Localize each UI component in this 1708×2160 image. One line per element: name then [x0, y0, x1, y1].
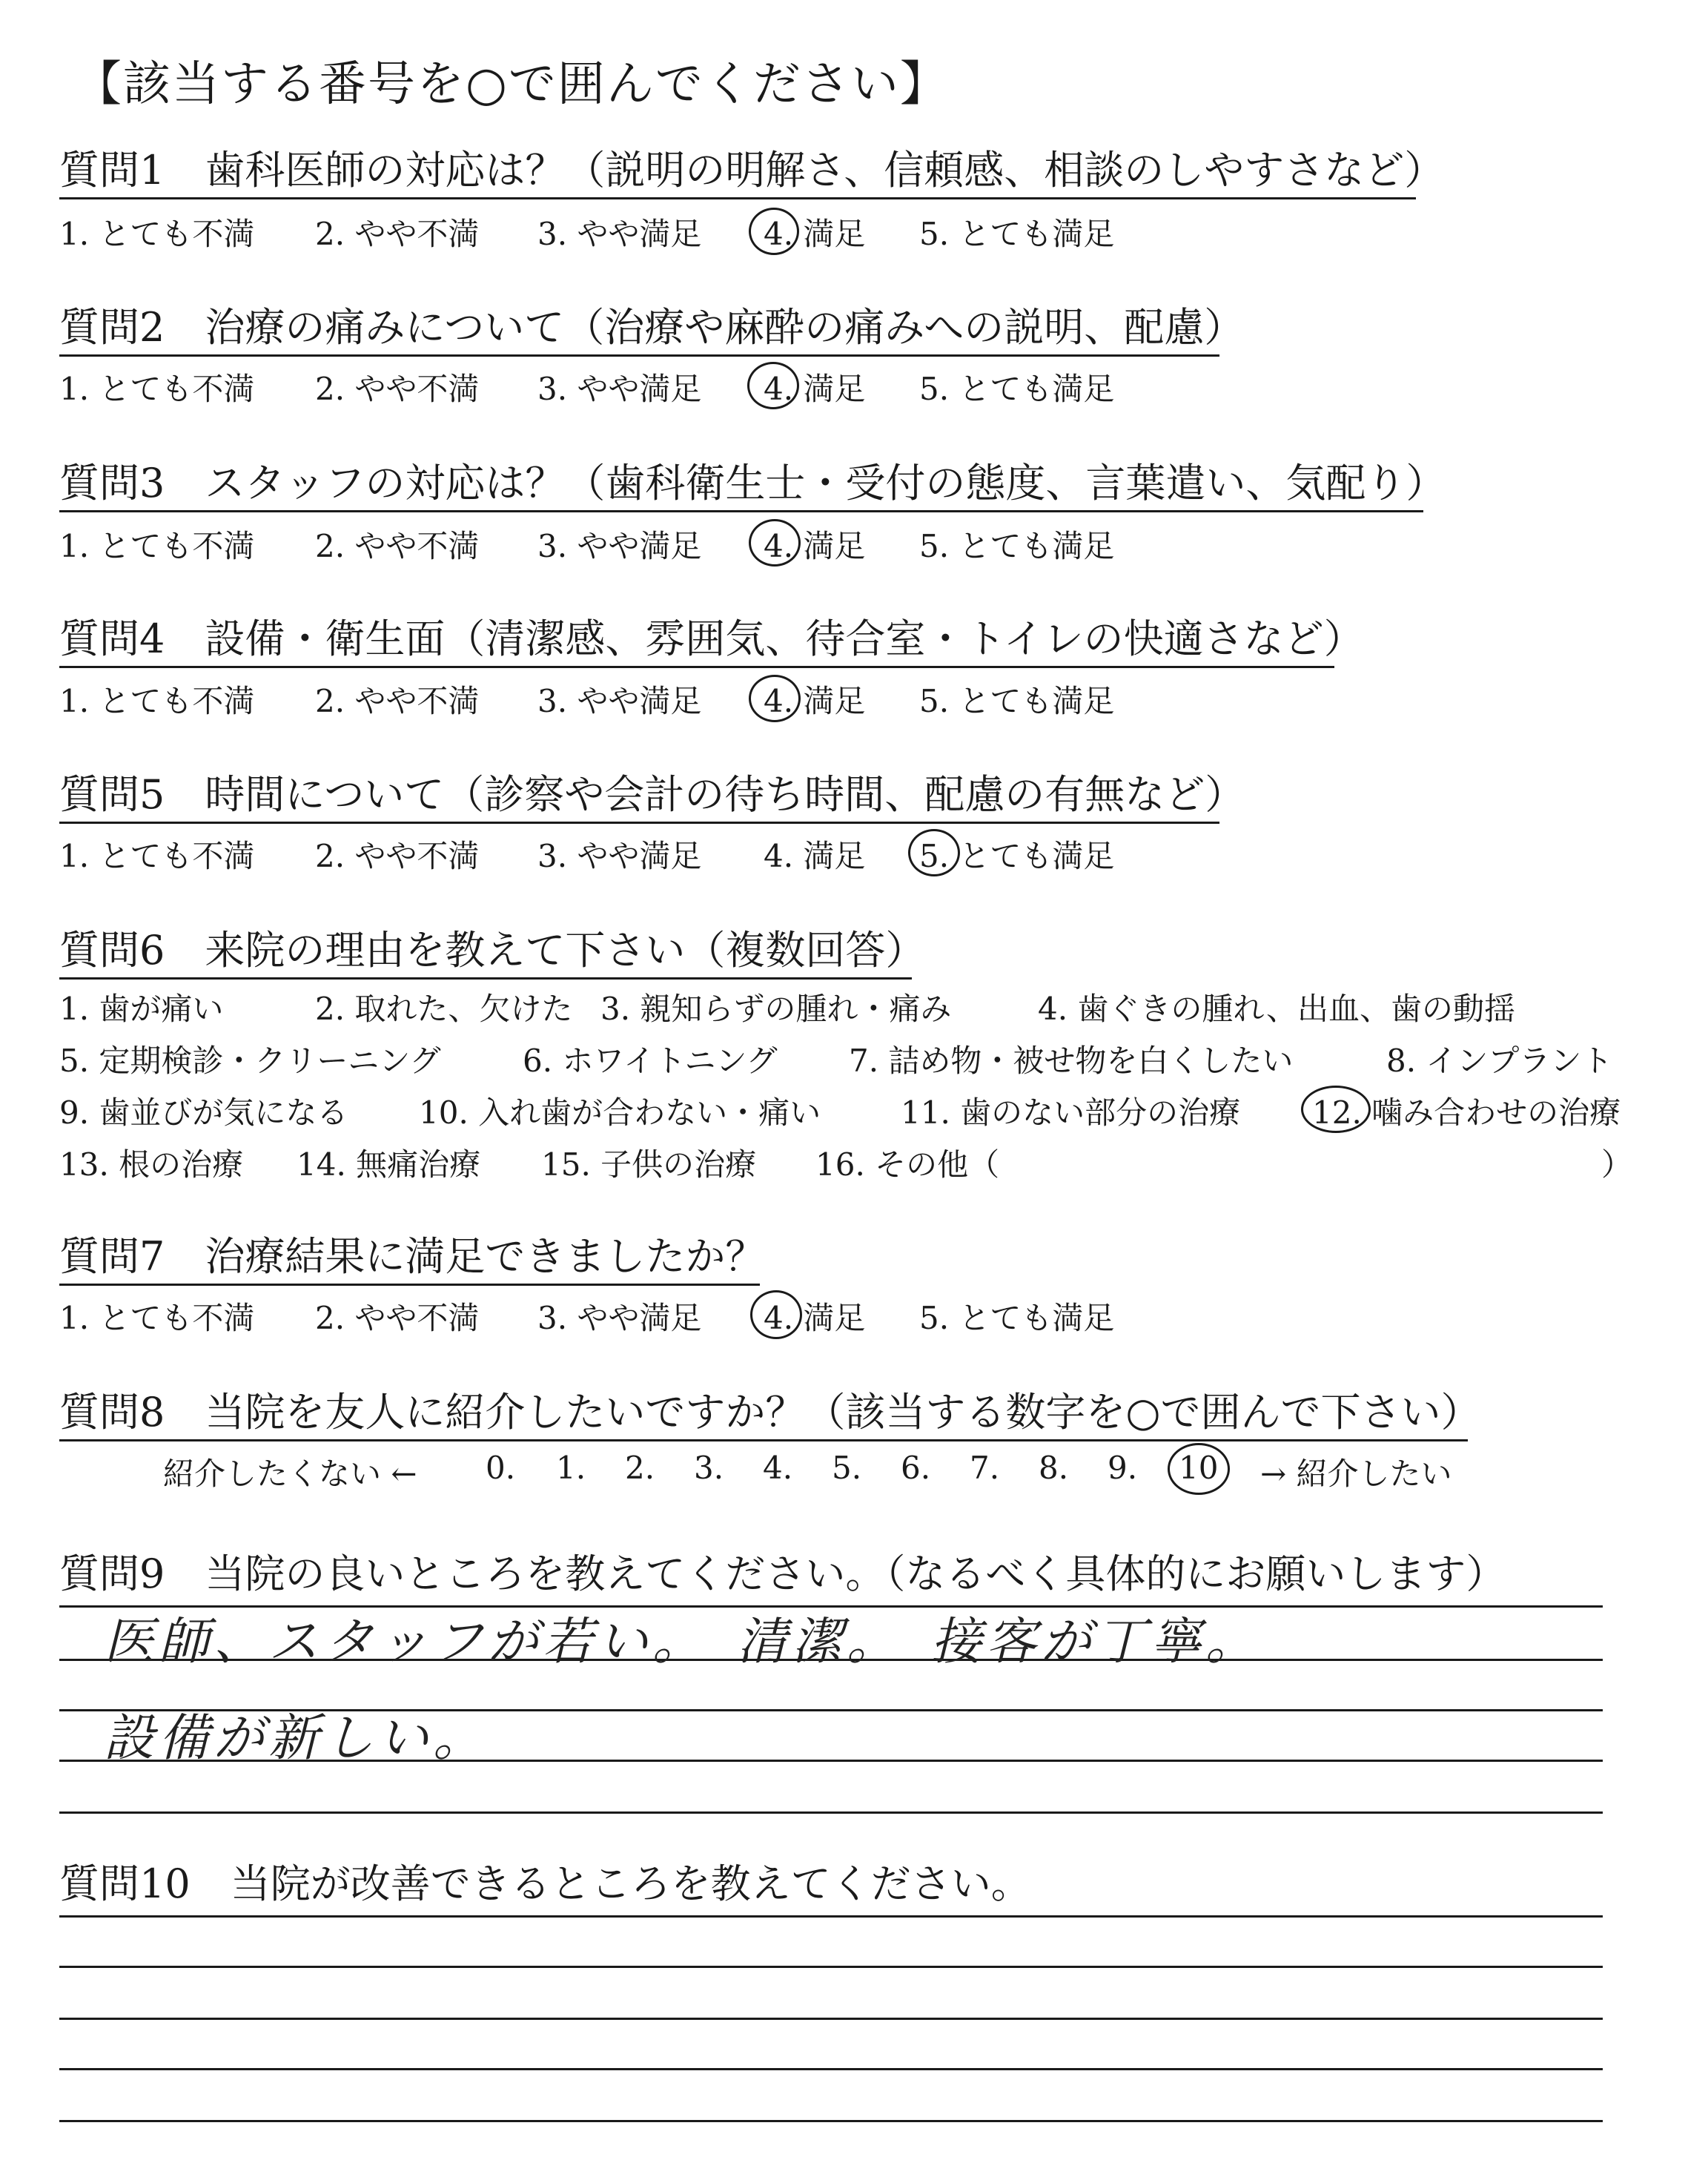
- q7-option-3[interactable]: 3. やや満足: [537, 1300, 702, 1336]
- q6-other-close-paren: ）: [1601, 1146, 1633, 1183]
- q8-selected-circle: [1168, 1443, 1230, 1495]
- q3-option-1[interactable]: 1. とても不満: [59, 528, 255, 564]
- question-2-title: 質問2 治療の痛みについて（治療や麻酔の痛みへの説明、配慮）: [59, 304, 1219, 357]
- question-4-title: 質問4 設備・衛生面（清潔感、雰囲気、待合室・トイレの快適さなど）: [59, 615, 1334, 668]
- q1-option-5[interactable]: 5. とても満足: [919, 216, 1115, 252]
- q6-option-13[interactable]: 13. 根の治療: [59, 1146, 244, 1183]
- q8-right-label: → 紹介したい: [1260, 1456, 1452, 1492]
- q8-left-label: 紹介したくない ←: [163, 1456, 417, 1492]
- q7-selected-circle: [750, 1290, 802, 1339]
- q2-option-2[interactable]: 2. やや不満: [315, 371, 480, 407]
- q6-option-14[interactable]: 14. 無痛治療: [297, 1146, 481, 1183]
- q6-option-4[interactable]: 4. 歯ぐきの腫れ、出血、歯の動揺: [1038, 991, 1515, 1027]
- q8-score-7[interactable]: 7.: [970, 1450, 1000, 1486]
- q6-option-8[interactable]: 8. インプラント: [1386, 1043, 1613, 1079]
- question-1-title: 質問1 歯科医師の対応は？（説明の明解さ、信頼感、相談のしやすさなど）: [59, 147, 1416, 199]
- q5-option-5[interactable]: 5. とても満足: [919, 838, 1115, 874]
- q4-option-3[interactable]: 3. やや満足: [537, 683, 702, 719]
- q4-option-1[interactable]: 1. とても不満: [59, 683, 255, 719]
- q6-option-11[interactable]: 11. 歯のない部分の治療: [901, 1094, 1241, 1131]
- q8-score-2[interactable]: 2.: [625, 1450, 655, 1486]
- q3-option-4[interactable]: 4. 満足: [764, 528, 866, 564]
- q3-option-3[interactable]: 3. やや満足: [537, 528, 702, 564]
- q10-answer-rule-1: [59, 1915, 1603, 1918]
- q9-handwritten-answer-line-1: 医師、スタッフが若い。 清潔。 接客が丁寧。: [104, 1613, 1261, 1671]
- q3-option-2[interactable]: 2. やや不満: [315, 528, 480, 564]
- q7-option-5[interactable]: 5. とても満足: [919, 1300, 1115, 1336]
- q4-option-5[interactable]: 5. とても満足: [919, 683, 1115, 719]
- q6-option-1[interactable]: 1. 歯が痛い: [59, 991, 224, 1027]
- q10-answer-rule-3: [59, 2018, 1603, 2020]
- q8-score-3[interactable]: 3.: [694, 1450, 724, 1486]
- q2-option-5[interactable]: 5. とても満足: [919, 371, 1115, 407]
- q6-option-9[interactable]: 9. 歯並びが気になる: [59, 1094, 348, 1131]
- q7-option-2[interactable]: 2. やや不満: [315, 1300, 480, 1336]
- q9-answer-rule-5: [59, 1811, 1603, 1814]
- q8-score-0[interactable]: 0.: [486, 1450, 516, 1486]
- question-7-title: 質問7 治療結果に満足できましたか？: [59, 1233, 760, 1286]
- q6-option-7[interactable]: 7. 詰め物・被せ物を白くしたい: [849, 1043, 1294, 1079]
- q8-score-4[interactable]: 4.: [763, 1450, 793, 1486]
- q7-option-1[interactable]: 1. とても不満: [59, 1300, 255, 1336]
- q1-option-2[interactable]: 2. やや不満: [315, 216, 480, 252]
- question-9-title: 質問9 当院の良いところを教えてください。（なるべく具体的にお願いします）: [59, 1550, 1506, 1597]
- q5-selected-circle: [908, 829, 960, 876]
- page-title: 【該当する番号を○で囲んでください】: [74, 57, 949, 112]
- q5-option-3[interactable]: 3. やや満足: [537, 838, 702, 874]
- q7-option-4[interactable]: 4. 満足: [764, 1300, 866, 1336]
- q3-option-5[interactable]: 5. とても満足: [919, 528, 1115, 564]
- q6-option-6[interactable]: 6. ホワイトニング: [523, 1043, 778, 1079]
- q6-option-10[interactable]: 10. 入れ歯が合わない・痛い: [419, 1094, 821, 1131]
- q1-option-1[interactable]: 1. とても不満: [59, 216, 255, 252]
- question-3-title: 質問3 スタッフの対応は？（歯科衛生士・受付の態度、言葉遣い、気配り）: [59, 460, 1423, 512]
- q2-selected-circle: [747, 362, 799, 409]
- question-10-title: 質問10 当院が改善できるところを教えてください。: [59, 1860, 1031, 1907]
- q2-option-1[interactable]: 1. とても不満: [59, 371, 255, 407]
- q6-option-3[interactable]: 3. 親知らずの腫れ・痛み: [600, 991, 952, 1027]
- q1-selected-circle: [749, 208, 799, 255]
- q8-score-10[interactable]: 10: [1179, 1450, 1219, 1486]
- q6-option-5[interactable]: 5. 定期検診・クリーニング: [59, 1043, 441, 1079]
- q2-option-4[interactable]: 4. 満足: [764, 371, 866, 407]
- q5-option-2[interactable]: 2. やや不満: [315, 838, 480, 874]
- q4-option-2[interactable]: 2. やや不満: [315, 683, 480, 719]
- q1-option-4[interactable]: 4. 満足: [764, 216, 866, 252]
- q8-score-6[interactable]: 6.: [901, 1450, 931, 1486]
- q9-handwritten-answer-line-2: 設備が新しい。: [104, 1709, 489, 1768]
- q10-answer-rule-5: [59, 2120, 1603, 2122]
- q6-selected-circle: [1301, 1086, 1371, 1133]
- q8-score-5[interactable]: 5.: [832, 1450, 862, 1486]
- question-8-title: 質問8 当院を友人に紹介したいですか？（該当する数字を○で囲んで下さい）: [59, 1389, 1468, 1441]
- q8-score-8[interactable]: 8.: [1039, 1450, 1069, 1486]
- q5-option-1[interactable]: 1. とても不満: [59, 838, 255, 874]
- q5-option-4[interactable]: 4. 満足: [764, 838, 866, 874]
- q3-selected-circle: [749, 519, 801, 567]
- q6-option-15[interactable]: 15. 子供の治療: [541, 1146, 757, 1183]
- q1-option-3[interactable]: 3. やや満足: [537, 216, 702, 252]
- q6-option-2[interactable]: 2. 取れた、欠けた: [315, 991, 573, 1027]
- q4-selected-circle: [749, 675, 801, 722]
- q8-score-1[interactable]: 1.: [556, 1450, 586, 1486]
- q2-option-3[interactable]: 3. やや満足: [537, 371, 702, 407]
- question-6-title: 質問6 来院の理由を教えて下さい（複数回答）: [59, 927, 912, 980]
- q10-answer-rule-4: [59, 2068, 1603, 2070]
- q8-score-9[interactable]: 9.: [1108, 1450, 1138, 1486]
- q10-answer-rule-2: [59, 1966, 1603, 1968]
- q6-option-12[interactable]: 12. 噛み合わせの治療: [1312, 1094, 1621, 1131]
- question-5-title: 質問5 時間について（診察や会計の待ち時間、配慮の有無など）: [59, 771, 1219, 824]
- q4-option-4[interactable]: 4. 満足: [764, 683, 866, 719]
- q6-option-16[interactable]: 16. その他（: [815, 1146, 1000, 1183]
